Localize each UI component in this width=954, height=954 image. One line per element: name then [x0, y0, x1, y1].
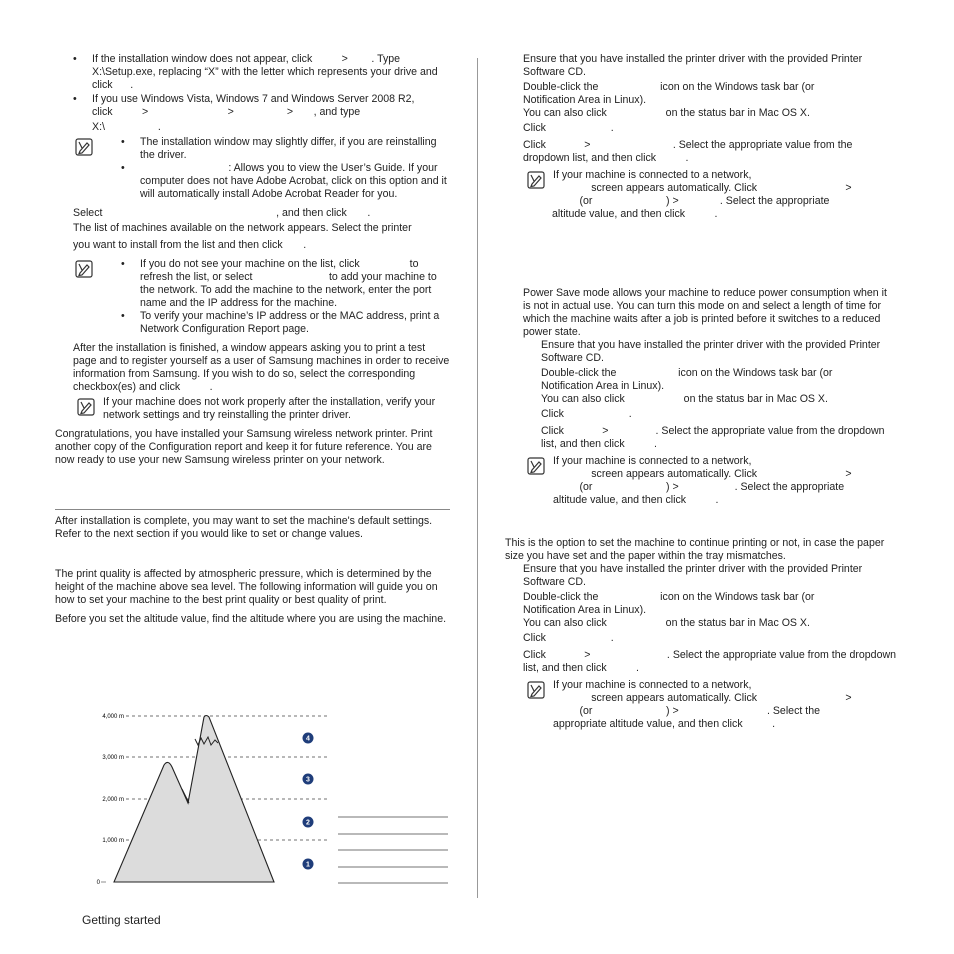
- note-list: [121, 258, 450, 336]
- svg-text:2: 2: [306, 819, 310, 827]
- zone-badge-2: [303, 817, 314, 828]
- after-install-text: After the installation is finished, a window appears asking you to print a test page and to register yourself as a user of Samsung machines in order to receive information from Samsung. If you wish to do so, select the corresponding checkbox(es) and click .: [73, 342, 453, 393]
- note-item: • : Allows you to view the User’s Guide. If your computer does not have Adobe Acrobat, click on this option and it will automatically install Adobe Acrobat Reader for you.: [121, 162, 450, 201]
- section-rule: [55, 509, 450, 510]
- bullet-text: click > > > , and type: [92, 106, 361, 118]
- step-text: Notification Area in Linux).: [541, 380, 665, 392]
- step-text: Double-click the icon on the Windows task bar (or: [523, 81, 815, 93]
- note-pencil-icon: [527, 171, 545, 189]
- step-text: Notification Area in Linux).: [523, 604, 647, 616]
- note-text: screen appears automatically. Click >: [553, 692, 852, 704]
- svg-text:1: 1: [306, 861, 310, 869]
- svg-text:4: 4: [306, 735, 310, 743]
- left-column: [55, 53, 453, 626]
- list-step: you want to install from the list and then click .: [73, 239, 307, 251]
- step-text: You can also click on the status bar in Mac OS X.: [541, 393, 828, 405]
- note-box: [505, 455, 897, 507]
- select-step: Select , and then click .: [73, 207, 371, 219]
- step-text: Ensure that you have installed the printer driver with the provided Printer Software CD.: [541, 339, 881, 364]
- altitude-before-text: Before you set the altitude value, find the altitude where you are using the machine.: [55, 613, 447, 625]
- note-text: screen appears automatically. Click >: [553, 468, 852, 480]
- setup-bullet-list: [55, 53, 450, 134]
- step-text: Click > . Select the appropriate value from the dropdown list, and then click .: [523, 139, 856, 164]
- zone-badge-3: [303, 774, 314, 785]
- note-text: screen appears automatically. Click >: [553, 182, 852, 194]
- altitude-diagram: [92, 705, 454, 890]
- note-box: [55, 258, 450, 336]
- note-text: (or ) > . Select the: [553, 705, 820, 717]
- note-text: If your machine is connected to a network,: [553, 455, 752, 467]
- note-box: [505, 169, 897, 221]
- note-pencil-icon: [75, 138, 93, 156]
- note-pencil-icon: [527, 681, 545, 699]
- note-text: altitude value, and then click .: [553, 494, 719, 506]
- step-text: Double-click the icon on the Windows task bar (or: [523, 591, 815, 603]
- column-divider: [477, 58, 478, 898]
- zone-badge-4: [303, 733, 314, 744]
- bullet-item: [55, 93, 450, 134]
- note-item: • To verify your machine’s IP address or the MAC address, print a Network Configuration Report page.: [121, 310, 450, 336]
- step-text: Ensure that you have installed the printer driver with the provided Printer Software CD.: [523, 53, 863, 78]
- note-pencil-icon: [527, 457, 545, 475]
- note-pencil-icon: [77, 398, 95, 416]
- note-box: [505, 679, 897, 731]
- step-text: Click .: [523, 122, 614, 134]
- zone-badge-1: [303, 859, 314, 870]
- altitude-intro-text: The print quality is affected by atmospheric pressure, which is determined by the height of the machine above sea level. The following information will guide you on how to set your machine to the best print quality or best quality of print.: [55, 568, 438, 606]
- paper-mismatch-intro: This is the option to set the machine to continue printing or not, in case the paper size you have set and the paper within the tray mismatches.: [505, 537, 885, 562]
- note-list: [121, 136, 450, 201]
- bullet-text: If the installation window does not appear, click > . Type X:\Setup.exe, replacing “X” with the letter which represents your drive and click .: [92, 53, 441, 91]
- power-save-section: [505, 287, 897, 507]
- step-text: You can also click on the status bar in Mac OS X.: [523, 107, 810, 119]
- step-text: You can also click on the status bar in Mac OS X.: [523, 617, 810, 629]
- note-text: If your machine does not work properly after the installation, verify your network settings and try reinstalling the printer driver.: [103, 396, 436, 421]
- tick-label: 0: [96, 880, 100, 886]
- paper-mismatch-section: [505, 537, 897, 731]
- tick-label: 1,000 m: [102, 838, 124, 844]
- right-column: [505, 53, 897, 731]
- list-step: The list of machines available on the network appears. Select the printer: [73, 222, 412, 234]
- step-text: Click > . Select the appropriate value from the dropdown list, and then click .: [523, 649, 899, 674]
- step-text: Click .: [523, 632, 614, 644]
- step-text: Click .: [541, 408, 632, 420]
- note-text: altitude value, and then click .: [552, 208, 718, 220]
- svg-text:3: 3: [306, 776, 310, 784]
- step-text: Notification Area in Linux).: [523, 94, 647, 106]
- step-text: Double-click the icon on the Windows task bar (or: [541, 367, 833, 379]
- step-text: Click > . Select the appropriate value from the dropdown list, and then click .: [541, 425, 888, 450]
- note-pencil-icon: [75, 260, 93, 278]
- bullet-text: If you use Windows Vista, Windows 7 and Windows Server 2008 R2,: [92, 93, 415, 105]
- power-save-intro: Power Save mode allows your machine to reduce power consumption when it is not in actual use. You can turn this mode on and select a length of time for which the machine waits after a job is printed before it switches to a reduced power state.: [523, 287, 887, 338]
- bullet-item: [55, 53, 450, 92]
- bullet-text: X:\ .: [92, 121, 161, 133]
- note-box: [55, 396, 450, 422]
- congratulations-text: Congratulations, you have installed your Samsung wireless network printer. Print another copy of the Configuration report and keep it for future reference. You are now ready to use your new Samsung wireless printer on your network.: [55, 428, 433, 466]
- default-settings-text: After installation is complete, you may want to set the machine's default settings. Refer to the next section if you would like to set or change values.: [55, 515, 433, 540]
- tick-label: 3,000 m: [102, 755, 124, 761]
- step-text: Ensure that you have installed the printer driver with the provided Printer Software CD.: [523, 563, 863, 588]
- altitude-steps: [505, 53, 897, 221]
- note-text: (or ) > . Select the appropriate: [553, 195, 830, 207]
- tick-label: 4,000 m: [102, 714, 124, 720]
- note-text: (or ) > . Select the appropriate: [553, 481, 845, 493]
- note-item: • If you do not see your machine on the list, click to refresh the list, or select to add your machine to the network. To add the machine to the network, enter the port name and the IP address for the machine.: [121, 258, 450, 310]
- note-item: • The installation window may slightly differ, if you are reinstalling the driver.: [121, 136, 450, 162]
- note-box: [55, 136, 450, 201]
- note-text: appropriate altitude value, and then click .: [553, 718, 776, 730]
- note-text: If your machine is connected to a network,: [553, 169, 752, 181]
- tick-label: 2,000 m: [102, 797, 124, 803]
- page-footer: Getting started: [82, 913, 161, 927]
- note-text: If your machine is connected to a network,: [553, 679, 752, 691]
